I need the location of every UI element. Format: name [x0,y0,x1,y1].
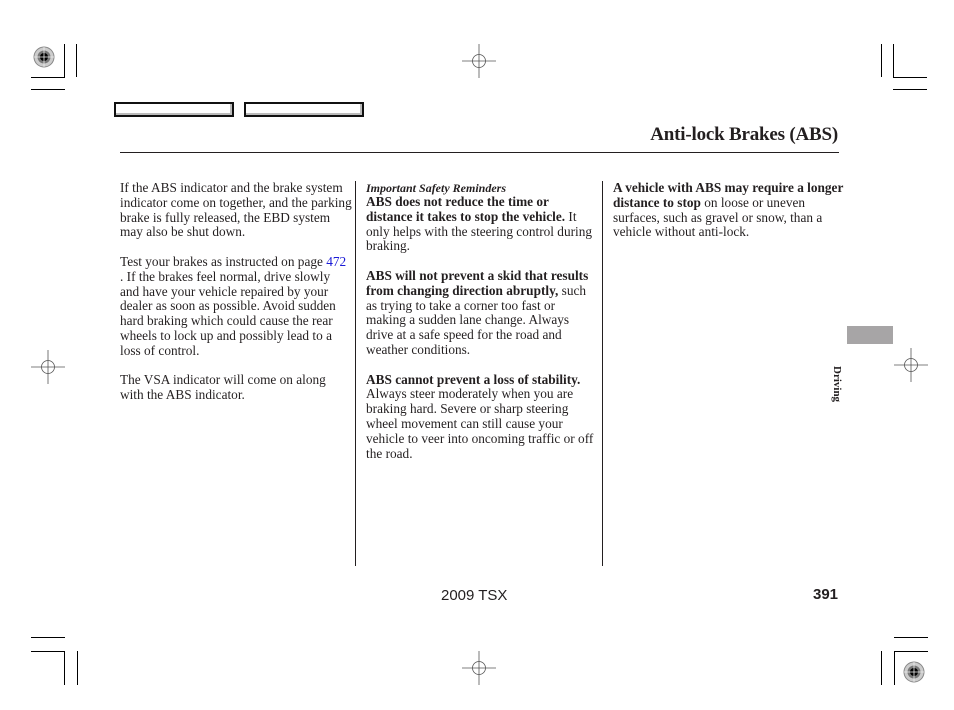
stopping-distance-paragraph [613,181,845,240]
registration-target-icon [903,661,925,683]
text: such as trying to take a corner too fast or making a sudden lane change. Always drive at a safe speed for the road and weather conditions. [366,282,587,357]
title-rule [120,152,839,153]
nav-button-index[interactable] [244,102,364,117]
page-title: Anti-lock Brakes (ABS) [650,124,838,145]
test-brakes-paragraph [120,255,352,359]
reminder-paragraph-2 [366,269,598,358]
reminder-paragraph-3 [366,373,598,462]
section-tab-marker[interactable] [847,326,893,344]
crosshair-icon [31,350,65,384]
text: Test your brakes as instructed on page [120,253,327,269]
vsa-paragraph: The VSA indicator will come on along with the ABS indicator. [120,372,326,403]
bold-text: ABS cannot prevent a loss of stability. [366,371,581,387]
bold-text: ABS will not prevent a skid that results from changing direction abruptly, [366,267,589,298]
crosshair-icon [462,651,496,685]
text: . If the brakes feel normal, drive slowly and have your vehicle repaired by your dealer as soon as possible. Avoid sudden hard braking which could cause the rear wheels to lock up and possibly lead to a loss of control. [120,268,336,358]
registration-target-icon [33,46,55,68]
text: Always steer moderately when you are braking hard. Severe or sharp steering wheel movement can still cause your vehicle to veer into oncoming traffic or off the road. [366,386,594,461]
bold-text: A vehicle with ABS may require a longer distance to stop [613,180,844,210]
column-3 [613,181,845,255]
reminder-paragraph-1 [366,195,598,254]
column-1 [120,181,352,418]
crosshair-icon [894,348,928,382]
nav-button-contents[interactable] [114,102,234,117]
section-tab-label: Driving [831,366,843,403]
page-number: 391 [813,586,839,603]
text: It only helps with the steering control during braking. [366,208,593,254]
column-divider [602,181,603,566]
column-2 [366,181,598,476]
footer-model: 2009 TSX [441,587,508,604]
bold-text: ABS does not reduce the time or distance it takes to stop the vehicle. [366,194,566,224]
text: on loose or uneven surfaces, such as gravel or snow, than a vehicle without anti-lock. [613,194,823,240]
section-heading: Important Safety Reminders [366,181,507,195]
ebd-paragraph: If the ABS indicator and the brake system indicator come on together, and the parking brake is fully released, the EBD system may also be shut down. [120,180,352,240]
page-link-472[interactable]: 472 [326,253,347,269]
column-divider [355,181,356,566]
crosshair-icon [462,44,496,78]
